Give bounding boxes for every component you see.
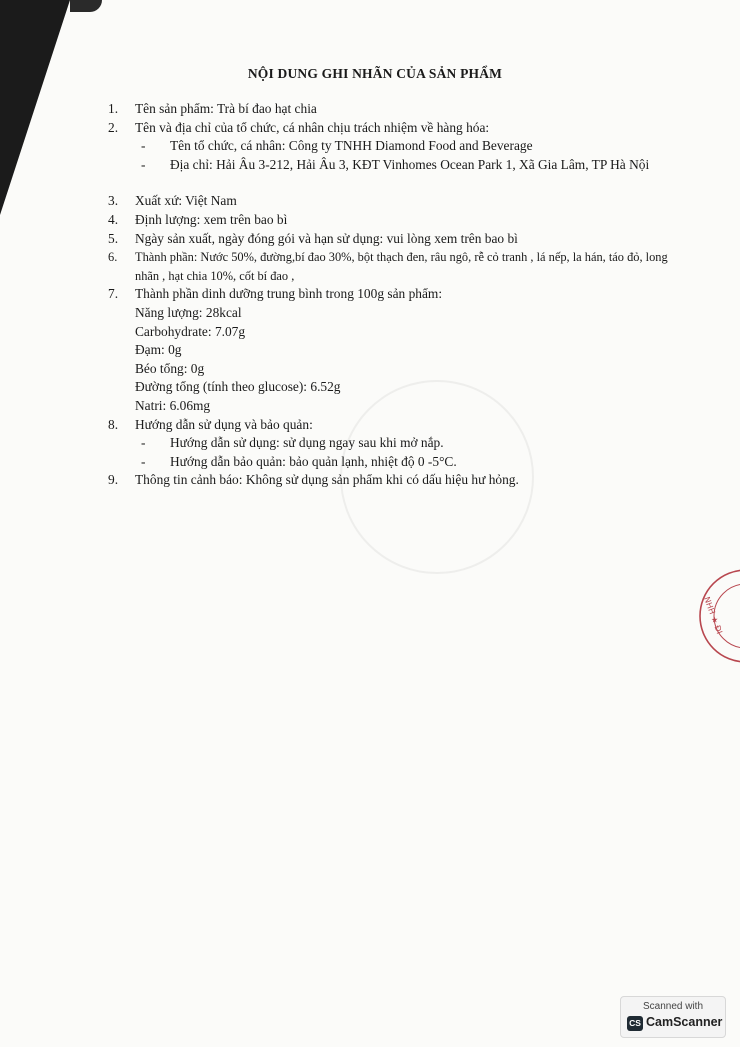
camscanner-watermark [620, 996, 726, 1038]
item-number: 2. [108, 119, 119, 135]
nutrition-line: Carbohydrate: 7.07g [135, 323, 246, 339]
item-text: Tên và địa chỉ của tổ chức, cá nhân chịu trách nhiệm về hàng hóa: [135, 119, 490, 135]
bullet-dash: - [141, 435, 146, 451]
nutrition-line: Đạm: 0g [135, 342, 182, 358]
item-number: 4. [108, 211, 119, 227]
company-seal-stamp [688, 568, 740, 664]
item-text: Thông tin cảnh báo: Không sử dụng sản phẩm khi có dấu hiệu hư hỏng. [135, 472, 519, 488]
item-text: Ngày sản xuất, ngày đóng gói và hạn sử dụng: vui lòng xem trên bao bì [135, 230, 518, 246]
item-number: 7. [108, 286, 119, 302]
document-title: NỘI DUNG GHI NHÃN CỦA SẢN PHẨM [247, 66, 503, 81]
nutrition-line: Béo tổng: 0g [135, 360, 205, 376]
list-item [108, 100, 668, 119]
item-text: Xuất xứ: Việt Nam [135, 193, 237, 209]
list-item [108, 248, 668, 285]
list-item [108, 119, 668, 138]
list-item [108, 471, 668, 490]
item-text: Định lượng: xem trên bao bì [135, 211, 288, 227]
bullet-dash: - [141, 156, 146, 172]
item-number: 1. [108, 101, 119, 116]
sub-item-text: Tên tổ chức, cá nhân: Công ty TNHH Diamond Food and Beverage [170, 138, 533, 154]
item-text: Hướng dẫn sử dụng và bảo quản: [135, 416, 313, 432]
sub-item [108, 453, 668, 472]
nutrition-line: Đường tổng (tính theo glucose): 6.52g [135, 379, 341, 395]
item-text: Thành phần dinh dưỡng trung bình trong 100g sản phẩm: [135, 286, 443, 302]
sub-item [108, 434, 668, 453]
list-item [108, 285, 668, 304]
item-text: Thành phần: Nước 50%, đường,bí đao 30%, bột thạch đen, râu ngô, rễ cỏ tranh , lá nếp, la hán, táo đỏ, long nhãn , hạt chia 10%, cốt bí đao , [135, 250, 668, 283]
item-number: 8. [108, 416, 119, 432]
sub-item [108, 156, 668, 175]
nutrition-line: Natri: 6.06mg [135, 397, 211, 413]
item-number: 3. [108, 193, 119, 209]
camscanner-brand: CamScanner [646, 1015, 723, 1029]
list-item [108, 416, 668, 435]
item-number: 9. [108, 472, 119, 488]
sub-item-text: Hướng dẫn bảo quản: bảo quản lạnh, nhiệt độ 0 -5°C. [170, 453, 457, 469]
folded-corner-edge [70, 0, 102, 12]
list-item [108, 230, 668, 249]
camscanner-logo-icon: CS [627, 1016, 643, 1031]
folded-corner-shadow [0, 0, 70, 215]
list-item [108, 192, 668, 211]
nutrition-line: Năng lượng: 28kcal [135, 304, 242, 320]
sub-item-text: Hướng dẫn sử dụng: sử dụng ngay sau khi mở nắp. [170, 435, 444, 451]
scanned-with-label: Scanned with [642, 1001, 704, 1012]
item-number: 6. [108, 250, 118, 265]
sub-item-text: Địa chỉ: Hải Âu 3-212, Hải Âu 3, KĐT Vinhomes Ocean Park 1, Xã Gia Lâm, TP Hà Nội [170, 156, 650, 172]
spacer [108, 174, 668, 192]
item-number: 5. [108, 230, 119, 246]
seal-text: NHH ★ ĐI [702, 595, 724, 636]
list-item [108, 211, 668, 230]
label-content-list [108, 100, 668, 490]
bullet-dash: - [141, 138, 146, 154]
item-text: Tên sản phẩm: Trà bí đao hạt chia [135, 101, 317, 116]
bullet-dash: - [141, 453, 146, 469]
sub-item [108, 137, 668, 156]
